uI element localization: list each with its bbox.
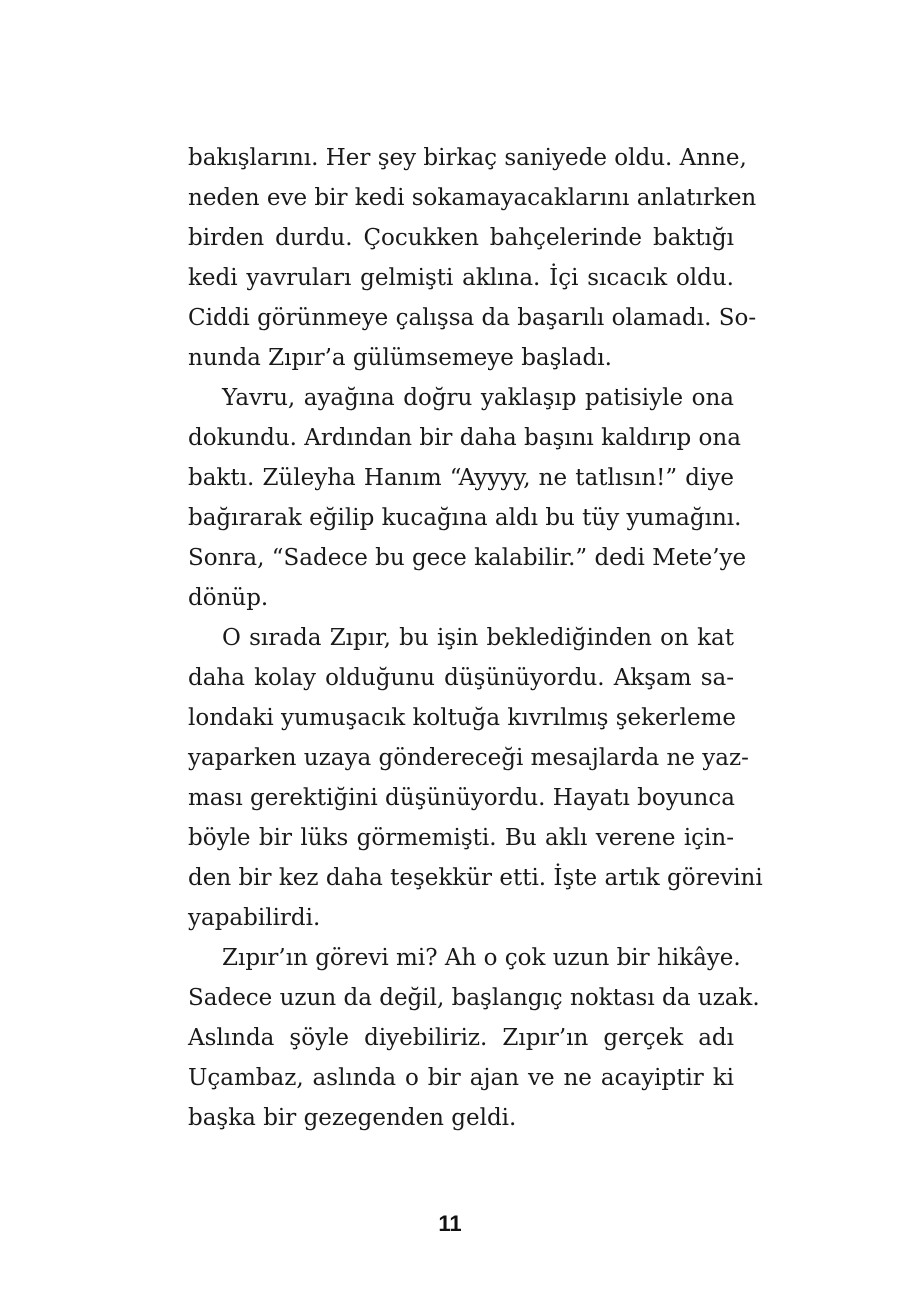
text-line: Ciddi görünmeye çalışsa da başarılı olamadı. So-: [188, 305, 757, 331]
text-line: baktı. Züleyha Hanım “Ayyyy, ne tatlısın!” diye: [188, 465, 734, 491]
text-line: bakışlarını. Her şey birkaç saniyede oldu. Anne,: [188, 145, 747, 171]
page-number: 11: [438, 1211, 462, 1236]
text-line: ması gerektiğini düşünüyordu. Hayatı boyunca: [188, 785, 735, 811]
text-line: kedi yavruları gelmişti aklına. İçi sıcacık oldu.: [188, 265, 734, 291]
text-line: neden eve bir kedi sokamayacaklarını anlatırken: [188, 185, 757, 211]
text-line: bağırarak eğilip kucağına aldı bu tüy yumağını.: [188, 505, 742, 531]
paragraph: [188, 618, 763, 938]
text-line: Yavru, ayağına doğru yaklaşıp patisiyle ona: [222, 385, 734, 411]
text-line: Uçambaz, aslında o bir ajan ve ne acayiptir ki: [188, 1065, 734, 1091]
text-line: londaki yumuşacık koltuğa kıvrılmış şekerleme: [188, 705, 737, 731]
text-line: birden durdu. Çocukken bahçelerinde baktığı: [188, 225, 734, 251]
text-line: yaparken uzaya göndereceği mesajlarda ne yaz-: [188, 745, 749, 771]
text-line: başka bir gezegenden geldi.: [188, 1105, 517, 1131]
text-line: daha kolay olduğunu düşünüyordu. Akşam sa-: [188, 665, 734, 691]
text-line: yapabilirdi.: [188, 905, 321, 931]
text-line: böyle bir lüks görmemişti. Bu aklı verene için-: [188, 825, 734, 851]
text-line: O sırada Zıpır, bu işin beklediğinden on kat: [222, 625, 734, 651]
text-line: nunda Zıpır’a gülümsemeye başladı.: [188, 345, 612, 371]
text-line: den bir kez daha teşekkür etti. İşte artık görevini: [188, 865, 763, 891]
text-line: dokundu. Ardından bir daha başını kaldırıp ona: [188, 425, 741, 451]
text-line: dönüp.: [188, 585, 269, 611]
text-line: Sonra, “Sadece bu gece kalabilir.” dedi Mete’ye: [188, 545, 747, 571]
paragraph: [188, 378, 747, 618]
text-line: Sadece uzun da değil, başlangıç noktası da uzak.: [188, 985, 760, 1011]
paragraph: [188, 138, 757, 378]
text-line: Zıpır’ın görevi mi? Ah o çok uzun bir hikâye.: [222, 945, 741, 971]
body-text: [188, 138, 763, 1138]
text-line: Aslında şöyle diyebiliriz. Zıpır’ın gerçek adı: [188, 1025, 734, 1051]
paragraph: [188, 938, 760, 1138]
